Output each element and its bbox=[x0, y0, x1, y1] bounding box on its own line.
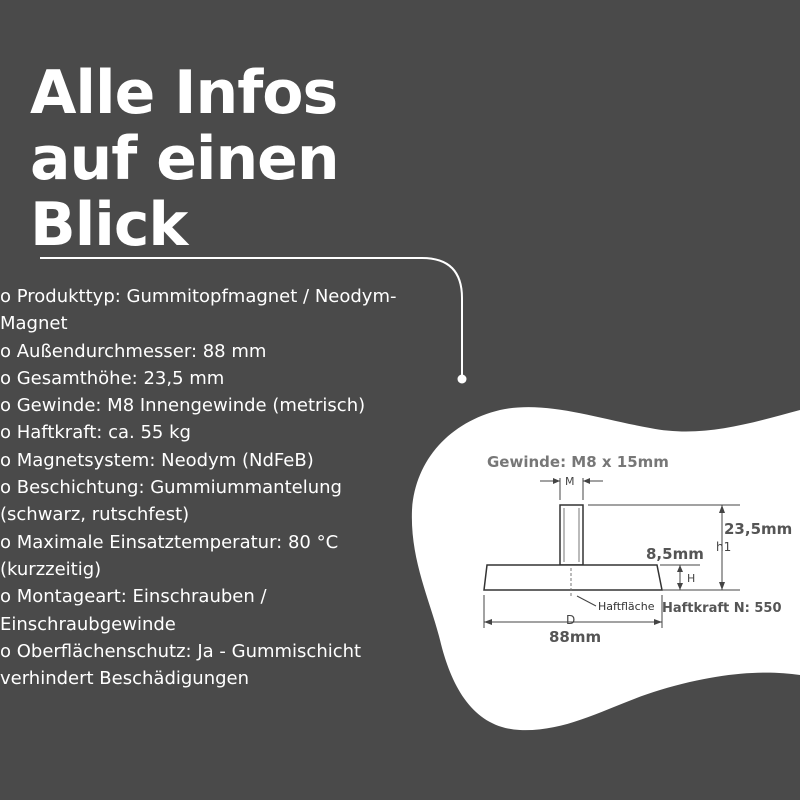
spec-item-product-type: o Produkttyp: Gummitopfmagnet / Neodym-Magnet bbox=[0, 286, 397, 335]
force-label: Haftkraft N: 550 bbox=[662, 601, 782, 616]
diameter-value: 88mm bbox=[549, 628, 602, 646]
spec-item-coating: o Beschichtung: Gummiummantelung (schwarz, rutschfest) bbox=[0, 477, 342, 526]
heading-line-3: Blick bbox=[30, 190, 188, 260]
spec-list bbox=[0, 283, 400, 692]
magnet-base bbox=[484, 565, 662, 590]
h-label: H bbox=[687, 572, 696, 585]
heading-line-1: Alle Infos bbox=[30, 58, 338, 128]
spec-item-surface-protection: o Oberflächenschutz: Ja - Gummischicht verhindert Beschädigungen bbox=[0, 640, 362, 690]
heading-line-2: auf einen bbox=[30, 124, 339, 194]
surface-label: Haftfläche bbox=[598, 600, 655, 613]
spec-item-diameter: o Außendurchmesser: 88 mm bbox=[0, 340, 267, 362]
spec-item-thread: o Gewinde: M8 Innengewinde (metrisch) bbox=[0, 395, 366, 417]
spec-item-magnet-system: o Magnetsystem: Neodym (NdFeB) bbox=[0, 449, 314, 471]
h1-label: h1 bbox=[716, 540, 732, 554]
total-height-value: 23,5mm bbox=[724, 520, 793, 538]
d-label: D bbox=[566, 613, 576, 627]
spec-item-mounting: o Montageart: Einschrauben / Einschraubgewinde bbox=[0, 586, 267, 635]
threaded-stud bbox=[560, 505, 583, 565]
spec-item-max-temperature: o Maximale Einsatztemperatur: 80 °C (kurzzeitig) bbox=[0, 531, 339, 580]
base-height-value: 8,5mm bbox=[646, 545, 704, 563]
m-label: M bbox=[565, 475, 575, 488]
spec-item-holding-force: o Haftkraft: ca. 55 kg bbox=[0, 422, 191, 444]
spec-item-height: o Gesamthöhe: 23,5 mm bbox=[0, 367, 225, 389]
diagram-title: Gewinde: M8 x 15mm bbox=[487, 453, 669, 471]
